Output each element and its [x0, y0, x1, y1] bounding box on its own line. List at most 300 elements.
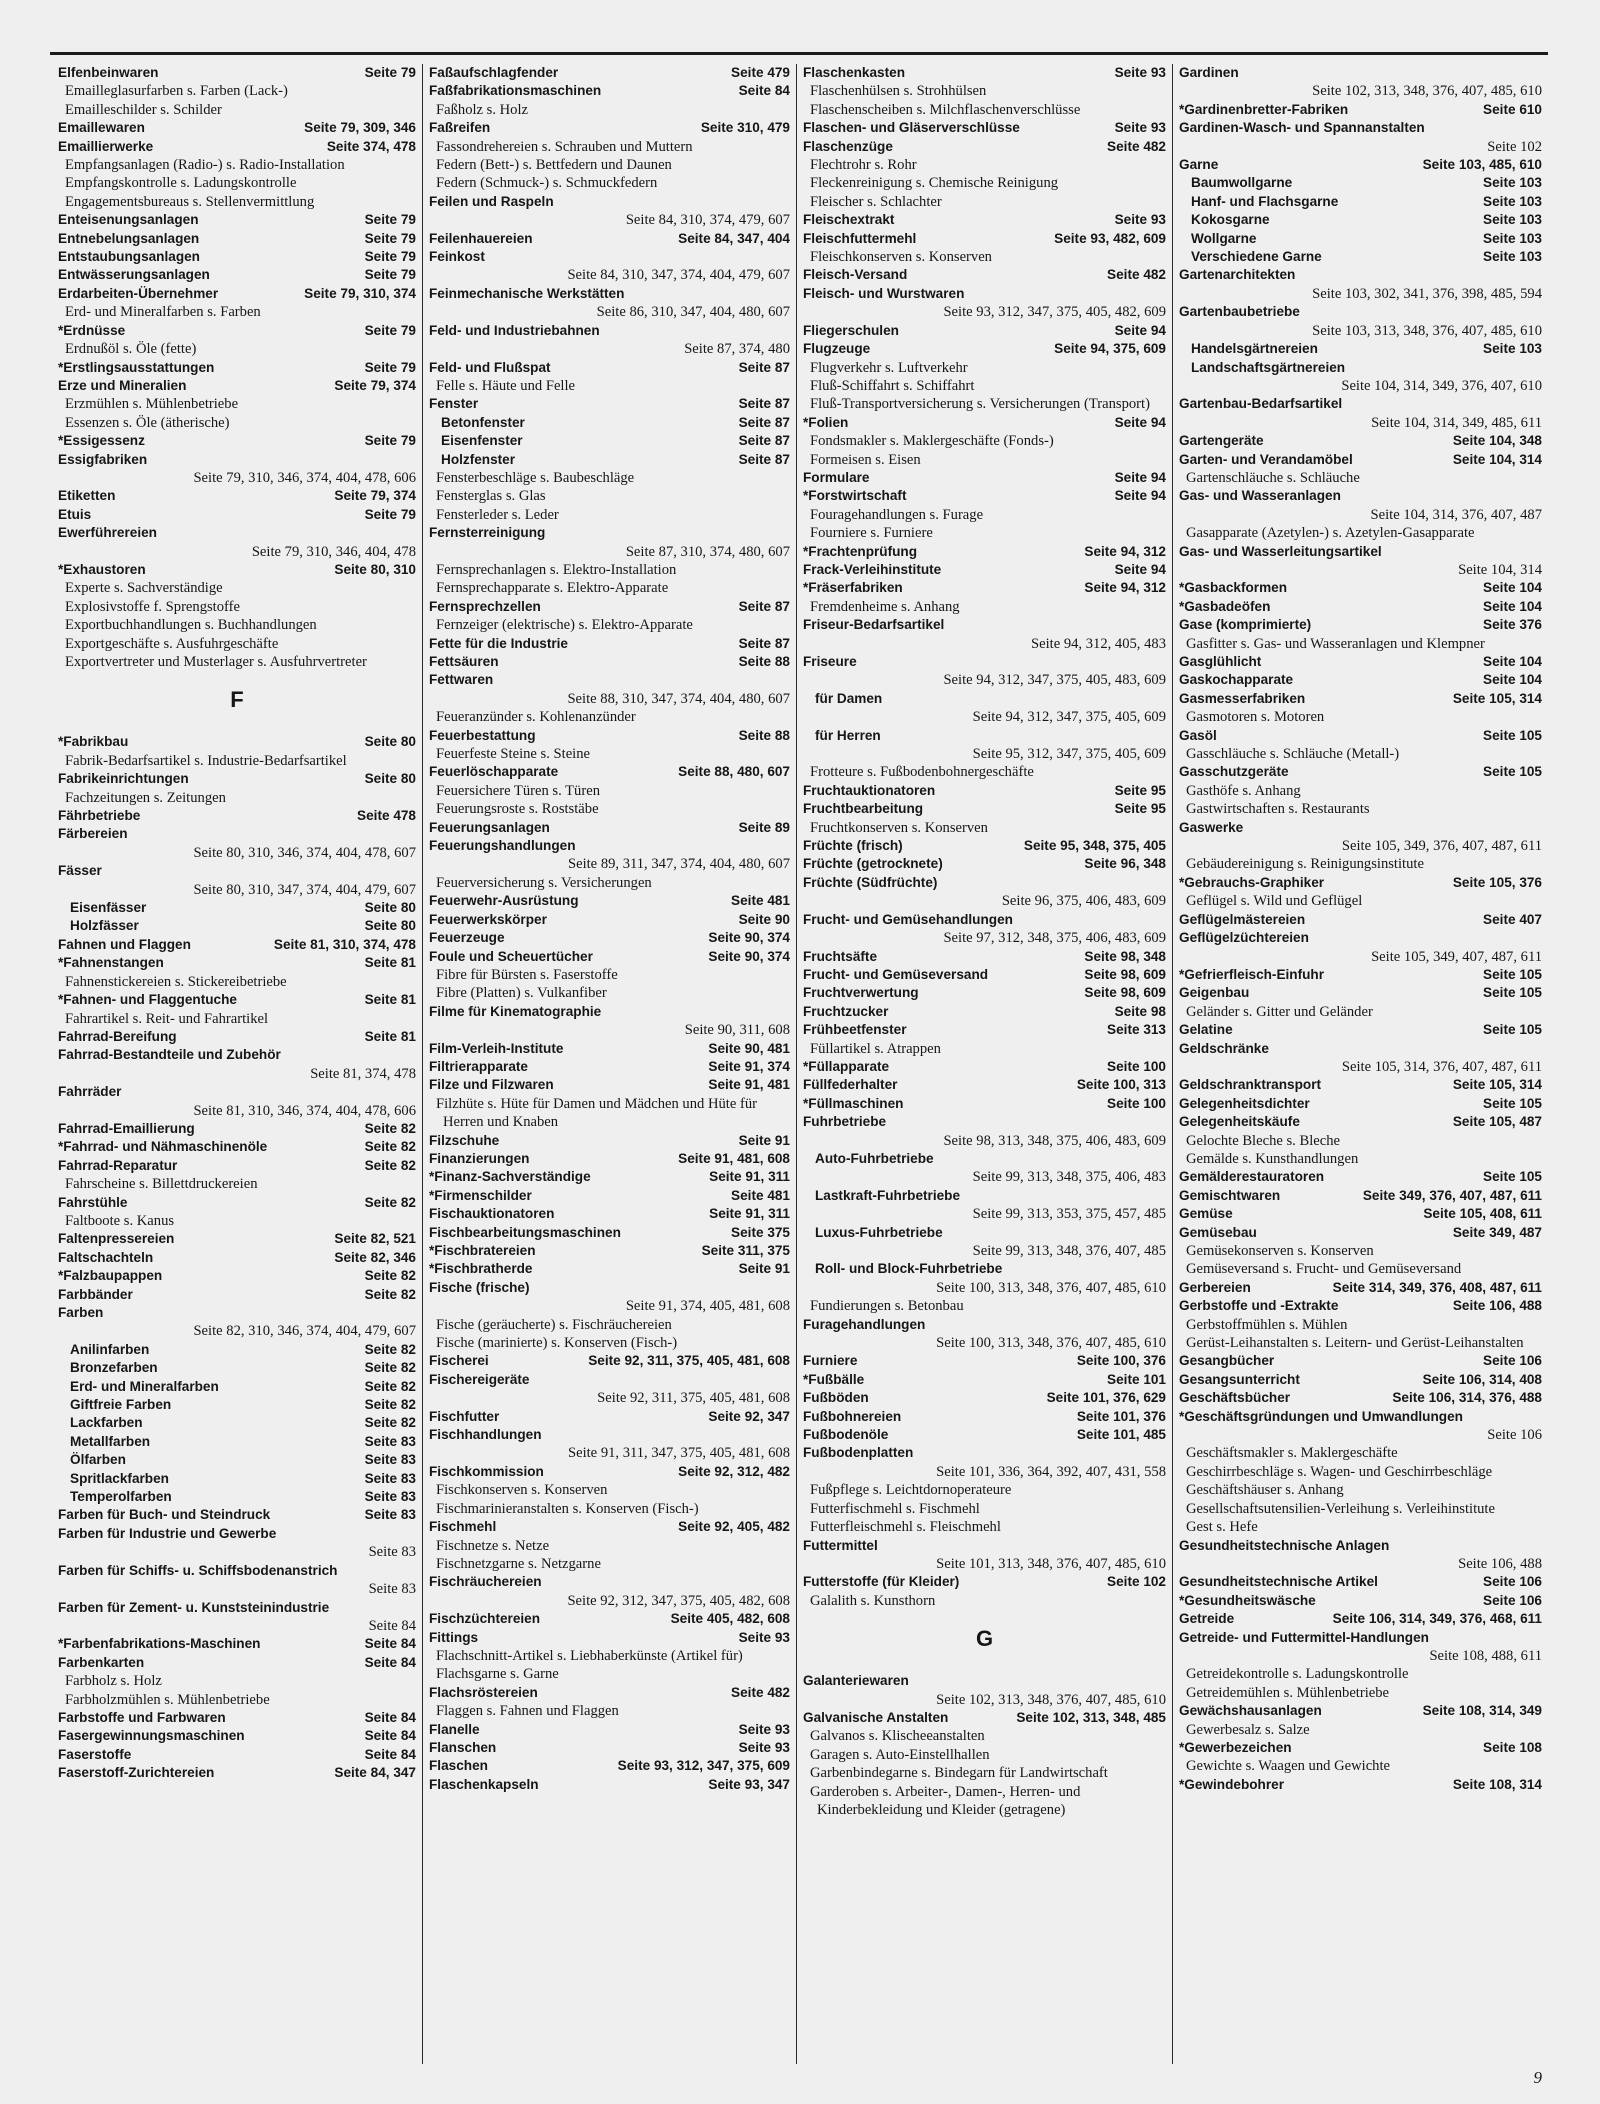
page-references: Seite 105, 314, 376, 407, 487, 611 — [1341, 1058, 1542, 1075]
entry-label: Farben für Industrie und Gewerbe — [58, 1525, 277, 1541]
page-references: Seite 100, 313, 348, 376, 407, 485, 610 — [936, 1335, 1166, 1352]
cross-reference: Getreidekontrolle s. Ladungskontrolle — [1186, 1666, 1409, 1683]
page-references: Seite 87 — [738, 359, 790, 375]
entry-label: Feuerungshandlungen — [429, 838, 576, 854]
entry-label: Fahrstühle — [58, 1194, 128, 1210]
entry-label: *Füllapparate — [803, 1058, 890, 1074]
cross-reference: Garderoben s. Arbeiter-, Damen-, Herren- und Kinderbekleidung und Kleider (getragene) — [810, 1783, 1081, 1818]
entry-label: Eisenfenster — [441, 433, 523, 449]
page-references: Seite 96, 375, 406, 483, 609 — [1001, 893, 1166, 910]
page-references: Seite 79 — [364, 322, 416, 338]
index-entry — [429, 230, 790, 248]
page-references: Seite 94 — [1114, 561, 1166, 577]
page-references: Seite 94 — [1114, 469, 1166, 485]
page-references: Seite 103 — [1483, 193, 1542, 209]
entry-label: Flaschen — [429, 1758, 488, 1774]
page-references: Seite 86, 310, 347, 404, 480, 607 — [596, 304, 790, 321]
entry-label: Gemischtwaren — [1179, 1187, 1281, 1203]
index-entry — [1179, 1095, 1542, 1113]
index-entry — [803, 1709, 1166, 1727]
page-references: Seite 103, 485, 610 — [1422, 157, 1542, 173]
index-entry — [1179, 266, 1542, 284]
index-entry — [58, 1525, 416, 1543]
page-references: Seite 104 — [1483, 598, 1542, 614]
cross-reference: Flaggen s. Fahnen und Flaggen — [436, 1703, 619, 1720]
page-references: Seite 310, 479 — [700, 120, 790, 136]
page-references: Seite 481 — [731, 1187, 790, 1203]
page-references: Seite 106 — [1487, 1427, 1542, 1444]
entry-label: Futtermittel — [803, 1537, 878, 1553]
entry-label: Fettsäuren — [429, 654, 499, 669]
entry-label: Holzfenster — [441, 451, 516, 467]
index-entry — [429, 671, 790, 689]
index-entry — [803, 1003, 1166, 1021]
page-references: Seite 104, 314 — [1452, 451, 1542, 467]
index-entry — [803, 800, 1166, 818]
index-entry — [58, 451, 416, 469]
page-references: Seite 98, 313, 348, 375, 406, 483, 609 — [943, 1132, 1166, 1149]
index-entry — [1179, 1076, 1542, 1094]
entry-label: *Farbenfabrikations-Maschinen — [58, 1636, 261, 1652]
index-entry — [803, 1426, 1166, 1444]
entry-label: Lackfarben — [70, 1415, 143, 1431]
cross-reference: Gartenschläuche s. Schläuche — [1186, 469, 1360, 486]
cross-reference: Flachschnitt-Artikel s. Liebhaberkünste (Artikel für) — [436, 1647, 743, 1664]
page-references: Seite 99, 313, 348, 375, 406, 483 — [972, 1169, 1166, 1186]
entry-label: *Fräserfabriken — [803, 580, 903, 596]
index-entry — [429, 248, 790, 266]
entry-label: Gemüsebau — [1179, 1224, 1257, 1240]
cross-reference: Flaschenhülsen s. Strohhülsen — [810, 83, 987, 100]
entry-label: Ewerführereien — [58, 525, 157, 541]
page-references: Seite 105, 408, 611 — [1423, 1206, 1542, 1222]
index-entry — [1179, 929, 1542, 947]
index-entry — [58, 1304, 416, 1322]
page-references: Seite 82 — [364, 1397, 416, 1413]
index-entry — [58, 954, 416, 972]
entry-label: Furagehandlungen — [803, 1316, 926, 1332]
index-subentry — [803, 1150, 1166, 1168]
index-entry — [1179, 727, 1542, 745]
page-references: Seite 82, 346 — [334, 1249, 416, 1265]
index-subentry — [1179, 193, 1542, 211]
entry-label: Ölfarben — [70, 1452, 126, 1468]
page-references: Seite 95, 312, 347, 375, 405, 609 — [972, 746, 1166, 763]
page-references: Seite 82 — [364, 1139, 416, 1155]
entry-label: Luxus-Fuhrbetriebe — [815, 1224, 943, 1240]
index-entry — [429, 322, 790, 340]
index-entry — [429, 119, 790, 137]
page-references: Seite 79 — [364, 433, 416, 449]
page-references: Seite 90, 481 — [708, 1040, 790, 1056]
entry-label: Furniere — [803, 1353, 858, 1369]
entry-label: Flaschen- und Gläserverschlüsse — [803, 120, 1020, 136]
index-entry — [1179, 451, 1542, 469]
cross-reference: Gewerbesalz s. Salze — [1186, 1721, 1310, 1738]
cross-reference: Geflügel s. Wild und Geflügel — [1186, 893, 1363, 910]
index-entry — [1179, 487, 1542, 505]
entry-label: Feuerzeuge — [429, 930, 505, 946]
index-entry — [1179, 616, 1542, 634]
index-entry — [803, 874, 1166, 892]
index-entry — [58, 1654, 416, 1672]
entry-label: Faserstoff-Zurichtereien — [58, 1765, 215, 1781]
cross-reference: Fahrartikel s. Reit- und Fahrartikel — [65, 1010, 269, 1027]
entry-label: Geschäftsbücher — [1179, 1390, 1291, 1406]
cross-reference: Gemüsekonserven s. Konserven — [1186, 1243, 1374, 1259]
entry-label: Futterstoffe (für Kleider) — [803, 1574, 960, 1590]
section-letter: F — [230, 687, 244, 713]
entry-label: Erdarbeiten-Übernehmer — [58, 285, 219, 301]
page-references: Seite 482 — [1107, 267, 1166, 283]
index-entry — [429, 837, 790, 855]
entry-label: Fischzüchtereien — [429, 1611, 541, 1627]
entry-label: Galanteriewaren — [803, 1673, 909, 1689]
entry-label: für Damen — [815, 690, 883, 706]
cross-reference: Fensterglas s. Glas — [436, 488, 546, 505]
entry-label: Früchte (frisch) — [803, 838, 903, 854]
page-references: Seite 101, 485 — [1076, 1427, 1166, 1443]
index-column-2 — [422, 64, 796, 2064]
index-subentry — [429, 432, 790, 450]
page-references: Seite 80, 310, 347, 374, 404, 479, 607 — [193, 881, 416, 898]
entry-label: Feinkost — [429, 249, 485, 265]
index-entry — [1179, 1224, 1542, 1242]
entry-label: Fischfutter — [429, 1408, 500, 1424]
index-entry — [803, 1352, 1166, 1370]
entry-label: *Erdnüsse — [58, 322, 126, 338]
index-subentry — [429, 451, 790, 469]
page-references: Seite 81 — [364, 955, 416, 971]
cross-reference: Faßholz s. Holz — [436, 101, 529, 118]
entry-label: *Gasbackformen — [1179, 580, 1288, 596]
cross-reference: Galalith s. Kunsthorn — [810, 1592, 936, 1609]
cross-reference: Feuerfeste Steine s. Steine — [436, 746, 591, 763]
index-entry — [58, 1599, 416, 1617]
entry-label: Elfenbeinwaren — [58, 65, 159, 80]
entry-label: *Finanz-Sachverständige — [429, 1169, 591, 1185]
index-subentry — [803, 727, 1166, 745]
index-entry — [58, 211, 416, 229]
entry-label: Fliegerschulen — [803, 322, 899, 338]
index-entry — [803, 1537, 1166, 1555]
page-references: Seite 79, 310, 374 — [304, 285, 416, 301]
page-references: Seite 481 — [731, 893, 790, 909]
page-references: Seite 94 — [1114, 488, 1166, 504]
entry-label: Hanf- und Flachsgarne — [1191, 193, 1339, 209]
cross-reference: Fourniere s. Furniere — [810, 525, 933, 542]
entry-label: Geflügelmästereien — [1179, 911, 1306, 927]
page-references: Seite 83 — [364, 1489, 416, 1505]
cross-reference: Erdnußöl s. Öle (fette) — [65, 341, 197, 358]
entry-label: Filzschuhe — [429, 1132, 500, 1148]
cross-reference: Gerbstoffmühlen s. Mühlen — [1186, 1316, 1348, 1333]
page-references: Seite 105 — [1483, 1022, 1542, 1038]
page-references: Seite 87 — [738, 598, 790, 614]
cross-reference: Fachzeitungen s. Zeitungen — [65, 789, 226, 806]
index-entry — [58, 862, 416, 880]
index-entry — [1179, 101, 1542, 119]
index-entry — [58, 770, 416, 788]
entry-label: Fahrrad-Emaillierung — [58, 1120, 195, 1136]
index-entry — [803, 266, 1166, 284]
index-subentry — [58, 1451, 416, 1469]
entry-label: Erze und Mineralien — [58, 377, 187, 393]
page-references: Seite 94, 312, 347, 375, 405, 609 — [972, 709, 1166, 726]
entry-label: Filtrierapparate — [429, 1058, 528, 1074]
page-references: Seite 80 — [364, 900, 416, 916]
entry-label: Film-Verleih-Institute — [429, 1040, 564, 1056]
cross-reference: Flugverkehr s. Luftverkehr — [810, 359, 968, 376]
cross-reference: Fleckenreinigung s. Chemische Reinigung — [810, 175, 1059, 192]
index-entry — [429, 948, 790, 966]
cross-reference: Fernsprechapparate s. Elektro-Apparate — [436, 580, 669, 597]
page-references: Seite 84, 347, 404 — [678, 230, 790, 246]
entry-label: Gasmesserfabriken — [1179, 690, 1306, 706]
cross-reference: Fibre für Bürsten s. Faserstoffe — [436, 966, 618, 983]
index-entry — [803, 1444, 1166, 1462]
entry-label: Farben für Buch- und Steindruck — [58, 1507, 271, 1523]
entry-label: Entstaubungsanlagen — [58, 249, 200, 265]
index-column-1 — [52, 64, 422, 2064]
cross-reference: Gesellschaftsutensilien-Verleihung s. Verleihinstitute — [1186, 1500, 1495, 1517]
index-entry — [429, 1629, 790, 1647]
entry-label: Faßreifen — [429, 120, 491, 136]
index-entry — [429, 1610, 790, 1628]
index-entry — [58, 1083, 416, 1101]
index-entry — [429, 1205, 790, 1223]
index-entry — [429, 1426, 790, 1444]
page-references: Seite 80 — [364, 771, 416, 787]
index-entry — [803, 855, 1166, 873]
page-references: Seite 79, 374 — [334, 377, 416, 393]
cross-reference: Fahrscheine s. Billettdruckereien — [65, 1176, 258, 1193]
index-entry — [58, 991, 416, 1009]
cross-reference: Fischmarinieranstalten s. Konserven (Fisch-) — [436, 1500, 699, 1517]
page-references: Seite 84 — [364, 1709, 416, 1725]
entry-label: Anilinfarben — [70, 1341, 150, 1357]
page-references: Seite 102 — [1107, 1574, 1166, 1590]
index-entry — [58, 506, 416, 524]
entry-label: Feilenhauereien — [429, 230, 533, 246]
entry-label: Fischereigeräte — [429, 1371, 530, 1387]
index-entry — [803, 1408, 1166, 1426]
index-entry — [58, 807, 416, 825]
page-references: Seite 106, 314, 349, 376, 468, 611 — [1332, 1611, 1542, 1627]
cross-reference: Feueranzünder s. Kohlenanzünder — [436, 709, 636, 726]
entry-label: *Fahrrad- und Nähmaschinenöle — [58, 1139, 268, 1155]
index-entry — [803, 285, 1166, 303]
entry-label: *Fahnenstangen — [58, 955, 164, 971]
page-references: Seite 79 — [364, 212, 416, 228]
entry-label: Landschaftsgärtnereien — [1191, 359, 1346, 375]
entry-label: Fenster — [429, 396, 479, 412]
index-entry — [803, 1113, 1166, 1131]
page-references: Seite 103 — [1483, 175, 1542, 191]
index-entry — [803, 1058, 1166, 1076]
index-entry — [58, 524, 416, 542]
entry-label: Gardinen — [1179, 65, 1239, 80]
entry-label: *Fahnen- und Flaggentuche — [58, 992, 237, 1008]
page-references: Seite 97, 312, 348, 375, 406, 483, 609 — [943, 930, 1166, 947]
entry-label: Gase (komprimierte) — [1179, 617, 1312, 633]
cross-reference: Gemüseversand s. Frucht- und Gemüseversand — [1186, 1261, 1462, 1278]
cross-reference: Fahnenstickereien s. Stickereibetriebe — [65, 973, 287, 990]
entry-label: Fernsterreinigung — [429, 525, 546, 541]
page-references: Seite 93, 482, 609 — [1054, 230, 1166, 246]
section-letter: G — [975, 1626, 994, 1652]
entry-label: für Herren — [815, 727, 881, 743]
page-references: Seite 80, 310 — [334, 561, 416, 577]
cross-reference: Gewichte s. Waagen und Gewichte — [1186, 1758, 1391, 1775]
entry-label: Gelegenheitsdichter — [1179, 1095, 1310, 1111]
entry-label: Gardinen-Wasch- und Spannanstalten — [1179, 120, 1425, 136]
index-entry — [429, 653, 790, 671]
cross-reference: Geschäftshäuser s. Anhang — [1186, 1482, 1344, 1499]
entry-label: Farben für Schiffs- u. Schiffsbodenanstrich — [58, 1562, 338, 1578]
entry-label: Gesangbücher — [1179, 1353, 1275, 1369]
cross-reference: Gasapparate (Azetylen-) s. Azetylen-Gasapparate — [1186, 525, 1475, 542]
entry-label: Essigfabriken — [58, 451, 148, 467]
page-references: Seite 100, 313 — [1076, 1077, 1166, 1093]
index-entry — [1179, 543, 1542, 561]
index-entry — [58, 1120, 416, 1138]
cross-reference: Formeisen s. Eisen — [810, 451, 921, 468]
page-references: Seite 106, 314, 408 — [1422, 1371, 1542, 1387]
page-references: Seite 101 — [1107, 1371, 1166, 1387]
page-references: Seite 82 — [364, 1360, 416, 1376]
entry-label: Fleisch- und Wurstwaren — [803, 285, 965, 301]
index-entry — [1179, 1021, 1542, 1039]
page-references: Seite 87 — [738, 396, 790, 412]
page-references: Seite 94, 312 — [1084, 580, 1166, 596]
page-references: Seite 482 — [731, 1684, 790, 1700]
page-references: Seite 87 — [738, 414, 790, 430]
cross-reference: Federn (Schmuck-) s. Schmuckfedern — [436, 175, 658, 192]
entry-label: Fußbodenplatten — [803, 1445, 914, 1461]
index-entry — [1179, 1408, 1542, 1426]
entry-label: Gerbereien — [1179, 1279, 1251, 1295]
page-references: Seite 83 — [364, 1470, 416, 1486]
index-entry — [429, 1573, 790, 1591]
index-entry — [58, 1709, 416, 1727]
page-references: Seite 610 — [1483, 101, 1542, 117]
page-references: Seite 104, 348 — [1452, 433, 1542, 449]
entry-label: Eisenfässer — [70, 900, 147, 916]
entry-label: Fischerei — [429, 1353, 489, 1369]
index-entry — [58, 825, 416, 843]
page-references: Seite 104, 314, 349, 376, 407, 610 — [1341, 377, 1542, 394]
index-entry — [429, 1058, 790, 1076]
index-entry — [803, 561, 1166, 579]
page-references: Seite 79, 310, 346, 374, 404, 478, 606 — [193, 469, 416, 486]
page-references: Seite 91, 311 — [709, 1169, 790, 1185]
entry-label: Flachsröstereien — [429, 1684, 538, 1700]
page-references: Seite 99, 313, 348, 376, 407, 485 — [972, 1243, 1166, 1259]
cross-reference: Fensterbeschläge s. Baubeschläge — [436, 469, 635, 486]
page-references: Seite 89 — [738, 819, 790, 835]
cross-reference: Feuersichere Türen s. Türen — [436, 782, 600, 799]
index-entry — [58, 432, 416, 450]
index-entry — [803, 64, 1166, 82]
index-entry — [1179, 303, 1542, 321]
page-references: Seite 79 — [364, 230, 416, 246]
entry-label: Finanzierungen — [429, 1150, 530, 1166]
page-references: Seite 103 — [1483, 212, 1542, 228]
entry-label: *Gasbadeöfen — [1179, 598, 1271, 614]
entry-label: Fische (frische) — [429, 1279, 530, 1295]
cross-reference: Farbholz s. Holz — [65, 1673, 162, 1690]
cross-reference: Flachsgarne s. Garne — [436, 1666, 559, 1683]
entry-label: Flugzeuge — [803, 341, 871, 357]
entry-label: Fruchtsäfte — [803, 948, 878, 964]
index-subentry — [58, 899, 416, 917]
index-entry — [58, 733, 416, 751]
page-references: Seite 89, 311, 347, 374, 404, 480, 607 — [567, 856, 790, 873]
entry-label: Gas- und Wasserleitungsartikel — [1179, 543, 1382, 559]
page-references: Seite 100, 313, 348, 376, 407, 485, 610 — [936, 1279, 1166, 1296]
page-references: Seite 94 — [1114, 322, 1166, 338]
page-references: Seite 98, 609 — [1084, 966, 1166, 982]
entry-label: Gesundheitstechnische Anlagen — [1179, 1537, 1390, 1553]
entry-label: Etiketten — [58, 488, 116, 504]
page-references: Seite 407 — [1483, 911, 1542, 927]
index-entry — [58, 1506, 416, 1524]
entry-label: Farben für Zement- u. Kunststeinindustrie — [58, 1599, 330, 1615]
entry-label: Fleisch-Versand — [803, 267, 908, 283]
entry-label: Farben — [58, 1305, 104, 1320]
entry-label: Frack-Verleihinstitute — [803, 561, 942, 577]
index-columns — [52, 64, 1548, 2064]
page-references: Seite 91 — [738, 1132, 790, 1148]
page-references: Seite 93 — [738, 1629, 790, 1645]
page-references: Seite 93 — [738, 1739, 790, 1755]
index-subentry — [58, 1378, 416, 1396]
page-references: Seite 95 — [1114, 782, 1166, 798]
cross-reference: Essenzen s. Öle (ätherische) — [65, 414, 230, 431]
index-entry — [58, 1230, 416, 1248]
page-references: Seite 478 — [357, 808, 416, 824]
entry-label: Gerbstoffe und -Extrakte — [1179, 1298, 1339, 1314]
page-references: Seite 91 — [738, 1261, 790, 1277]
index-entry — [58, 359, 416, 377]
entry-label: Lastkraft-Fuhrbetriebe — [815, 1187, 961, 1203]
index-entry — [429, 285, 790, 303]
entry-label: Betonfenster — [441, 414, 525, 430]
index-entry — [429, 1224, 790, 1242]
page-references: Seite 83 — [364, 1452, 416, 1468]
entry-label: *Firmenschilder — [429, 1187, 532, 1203]
index-entry — [803, 487, 1166, 505]
index-entry — [803, 616, 1166, 634]
entry-label: Fässer — [58, 863, 102, 879]
entry-label: Emaillierwerke — [58, 138, 154, 154]
page-references: Seite 93 — [1114, 65, 1166, 80]
page-references: Seite 81 — [364, 992, 416, 1008]
page-references: Seite 82 — [364, 1157, 416, 1173]
entry-label: Fettwaren — [429, 672, 494, 688]
index-subentry — [58, 1414, 416, 1432]
index-entry — [429, 1739, 790, 1757]
index-column-3 — [796, 64, 1172, 2064]
cross-reference: Fußpflege s. Leichtdornoperateure — [810, 1482, 1012, 1499]
entry-label: Feuerungsanlagen — [429, 819, 550, 835]
entry-label: *Frachtenprüfung — [803, 543, 918, 559]
page-references: Seite 104 — [1483, 654, 1542, 669]
page-references: Seite 93 — [1114, 120, 1166, 136]
cross-reference: Fische (marinierte) s. Konserven (Fisch-) — [436, 1335, 678, 1352]
cross-reference: Gasmotoren s. Motoren — [1186, 709, 1325, 726]
